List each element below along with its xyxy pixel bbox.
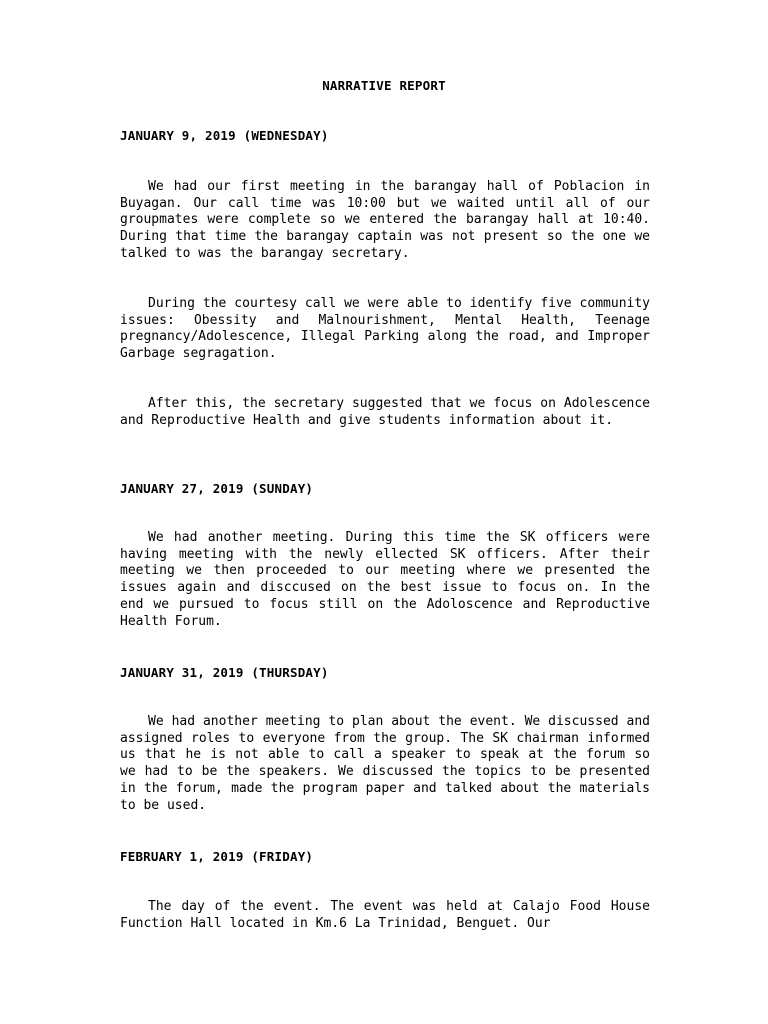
- entry-paragraph: We had another meeting. During this time the SK officers were having meeting with the newly ellected SK officers. After their meeting we then proceeded to our meeting where we presented the issues again and disccused on the best issue to focus on. In the end we pursued to focus still on the Adoloscence and Reproductive Health Forum.: [120, 530, 650, 629]
- entry-date: FEBRUARY 1, 2019 (FRIDAY): [120, 849, 314, 864]
- entry-paragraph: After this, the secretary suggested that we focus on Adolescence and Reproductive Health and give students information about it.: [120, 396, 650, 428]
- entry-date: JANUARY 27, 2019 (SUNDAY): [120, 481, 314, 496]
- report-title: NARRATIVE REPORT: [322, 78, 446, 93]
- entry-paragraph: The day of the event. The event was held at Calajo Food House Function Hall located in Km.6 La Trinidad, Benguet. Our: [120, 899, 650, 931]
- entry-paragraph: We had another meeting to plan about the event. We discussed and assigned roles to everyone from the group. The SK chairman informed us that he is not able to call a speaker to speak at the forum so we had to be the speakers. We discussed the topics to be presented in the forum, made the program paper and talked about the materials to be used.: [120, 714, 650, 813]
- entry-paragraph: We had our first meeting in the barangay hall of Poblacion in Buyagan. Our call time was 10:00 but we waited until all of our groupmates were complete so we entered the barangay hall at 10:40. During that time the barangay captain was not present so the one we talked to was the barangay secretary.: [120, 179, 650, 261]
- entry-date: JANUARY 9, 2019 (WEDNESDAY): [120, 128, 329, 143]
- entry-paragraph: During the courtesy call we were able to identify five community issues: Obessity and Malnourishment, Mental Health, Teenage pregnancy/Adolescence, Illegal Parking along the road, and Improper Garbage segragation.: [120, 296, 650, 362]
- entry-date: JANUARY 31, 2019 (THURSDAY): [120, 665, 329, 680]
